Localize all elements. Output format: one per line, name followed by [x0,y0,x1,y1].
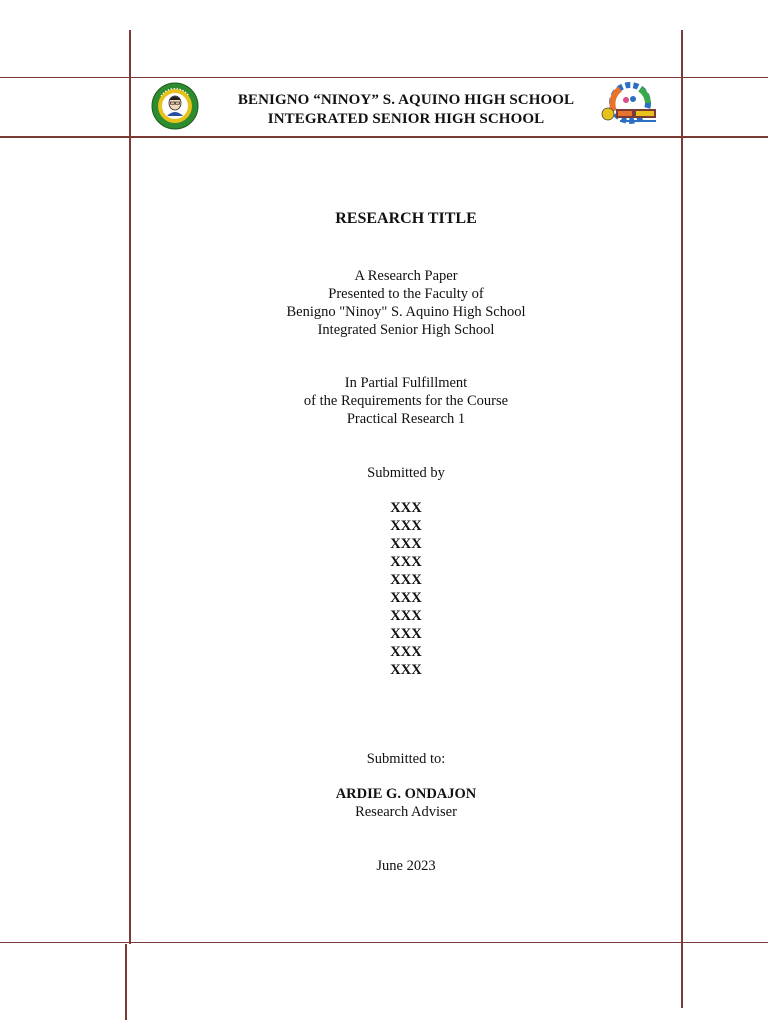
fulfillment-line: Practical Research 1 [346,411,466,427]
author-name: XXX [390,626,422,642]
research-title: RESEARCH TITLE [335,210,477,227]
fulfillment-line: of the Requirements for the Course [303,393,509,409]
author-name: XXX [390,608,422,624]
intro-line: A Research Paper [354,268,458,284]
left-margin-rule-lower [125,944,127,1020]
submission-date: June 2023 [376,858,436,874]
intro-line: Integrated Senior High School [317,322,495,338]
author-name: XXX [390,572,422,588]
footer-rule [0,942,768,943]
adviser-name: ARDIE G. ONDAJON [335,786,477,802]
intro-line: Benigno "Ninoy" S. Aquino High School [286,304,526,320]
fulfillment-line: In Partial Fulfillment [344,375,468,391]
author-name: XXX [390,536,422,552]
author-name: XXX [390,500,422,516]
submitted-to-label: Submitted to: [366,751,446,767]
author-name: XXX [390,644,422,660]
author-name: XXX [390,590,422,606]
school-name: BENIGNO “NINOY” S. AQUINO HIGH SCHOOL [237,92,575,108]
author-name: XXX [390,662,422,678]
submitted-by-label: Submitted by [367,465,445,481]
header-bottom-rule [0,136,768,138]
document-header [130,78,682,136]
senior-high-gear-logo-icon [600,81,662,131]
adviser-role: Research Adviser [355,804,457,820]
school-subtitle: INTEGRATED SENIOR HIGH SCHOOL [267,111,545,127]
author-name: XXX [390,554,422,570]
intro-line: Presented to the Faculty of [328,286,484,302]
author-name: XXX [390,518,422,534]
